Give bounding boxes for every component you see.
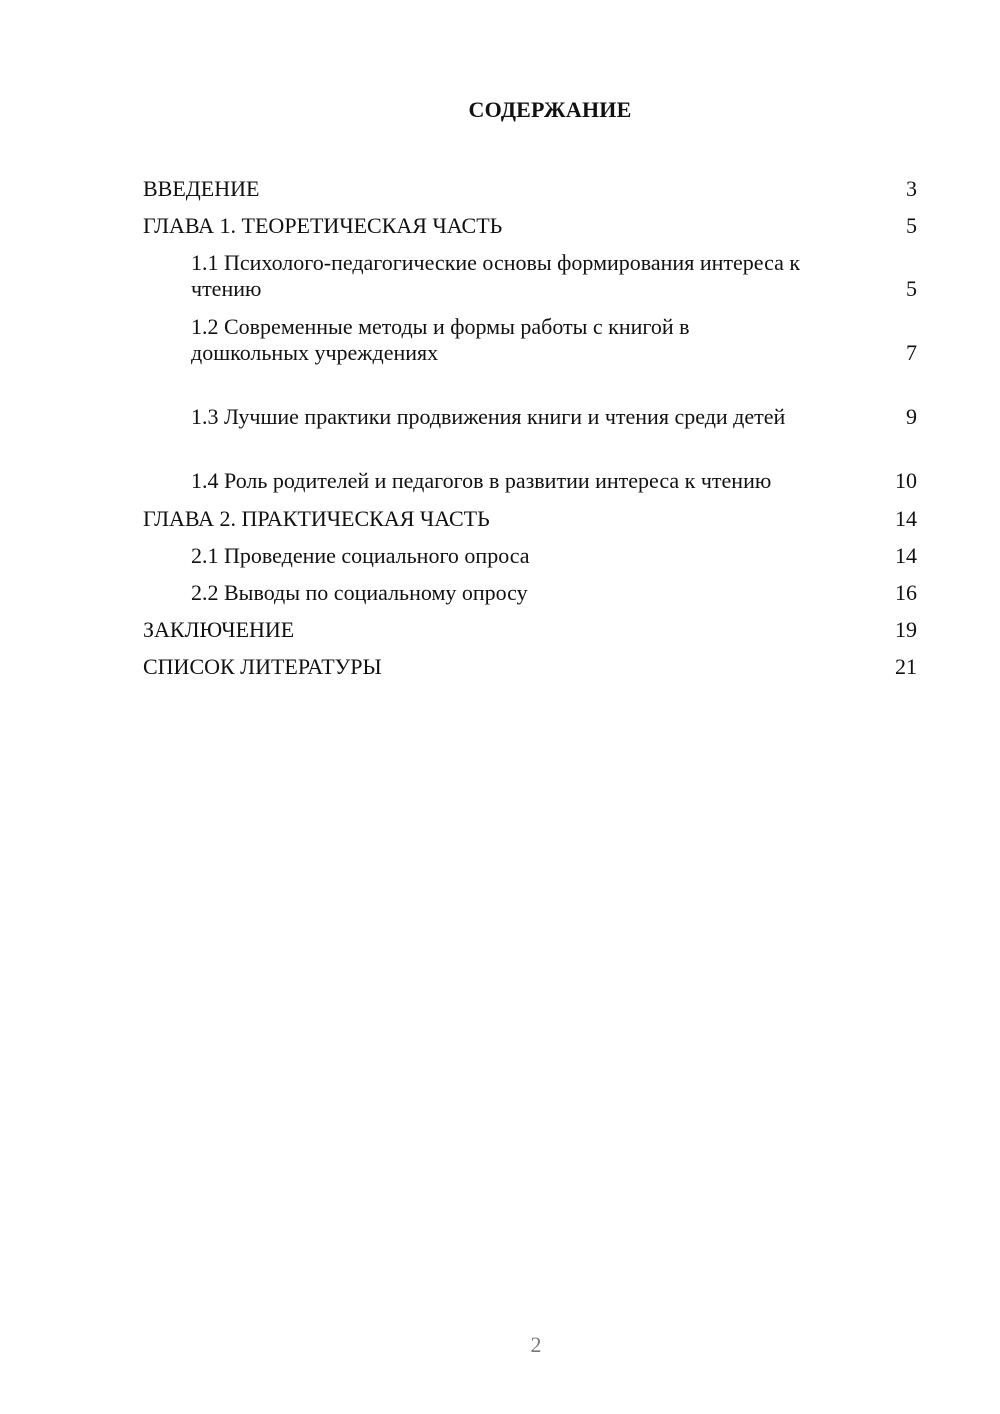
toc-entry-page: 10 <box>895 468 917 493</box>
toc-entry-page: 19 <box>895 616 917 642</box>
table-of-contents <box>143 170 917 685</box>
toc-entry-section-2-1[interactable] <box>143 537 917 574</box>
toc-entry-title: ЗАКЛЮЧЕНИЕ <box>143 616 295 642</box>
toc-entry-title: ГЛАВА 1. ТЕОРЕТИЧЕСКАЯ ЧАСТЬ <box>143 212 503 238</box>
toc-entry-conclusion[interactable] <box>143 611 917 648</box>
toc-entry-chapter-2[interactable] <box>143 500 917 537</box>
toc-entry-section-1-3[interactable] <box>143 372 917 436</box>
toc-entry-references[interactable] <box>143 648 917 685</box>
toc-entry-page: 9 <box>906 404 917 429</box>
toc-entry-section-1-4[interactable] <box>143 436 917 500</box>
toc-entry-page: 16 <box>895 579 917 605</box>
toc-entry-title: ВВЕДЕНИЕ <box>143 175 260 201</box>
toc-entry-title: СПИСОК ЛИТЕРАТУРЫ <box>143 653 382 679</box>
toc-entry-section-2-2[interactable] <box>143 574 917 611</box>
toc-entry-page: 5 <box>906 212 917 238</box>
page-number: 2 <box>530 1332 542 1357</box>
toc-entry-page: 5 <box>906 276 917 301</box>
toc-entry-title: 1.4 Роль родителей и педагогов в развитии интереса к чтению <box>191 468 772 493</box>
toc-entry-title: 1.2 Современные методы и формы работы с книгой в дошкольных учреждениях <box>191 314 690 365</box>
toc-entry-title: 1.1 Психолого-педагогические основы формирования интереса к чтению <box>191 250 801 301</box>
toc-entry-section-1-2[interactable] <box>143 308 917 372</box>
toc-entry-page: 21 <box>895 653 917 679</box>
toc-entry-page: 7 <box>906 340 917 365</box>
toc-entry-title: 2.1 Проведение социального опроса <box>191 542 530 568</box>
toc-entry-section-1-1[interactable] <box>143 244 917 308</box>
toc-entry-introduction[interactable] <box>143 170 917 207</box>
toc-entry-chapter-1[interactable] <box>143 207 917 244</box>
toc-entry-title: 1.3 Лучшие практики продвижения книги и чтения среди детей <box>191 404 786 429</box>
toc-entry-title: 2.2 Выводы по социальному опросу <box>191 579 528 605</box>
toc-entry-title: ГЛАВА 2. ПРАКТИЧЕСКАЯ ЧАСТЬ <box>143 505 490 531</box>
toc-entry-page: 14 <box>895 542 917 568</box>
toc-entry-page: 14 <box>895 505 917 531</box>
toc-heading: СОДЕРЖАНИЕ <box>468 97 632 122</box>
toc-entry-page: 3 <box>906 175 917 201</box>
